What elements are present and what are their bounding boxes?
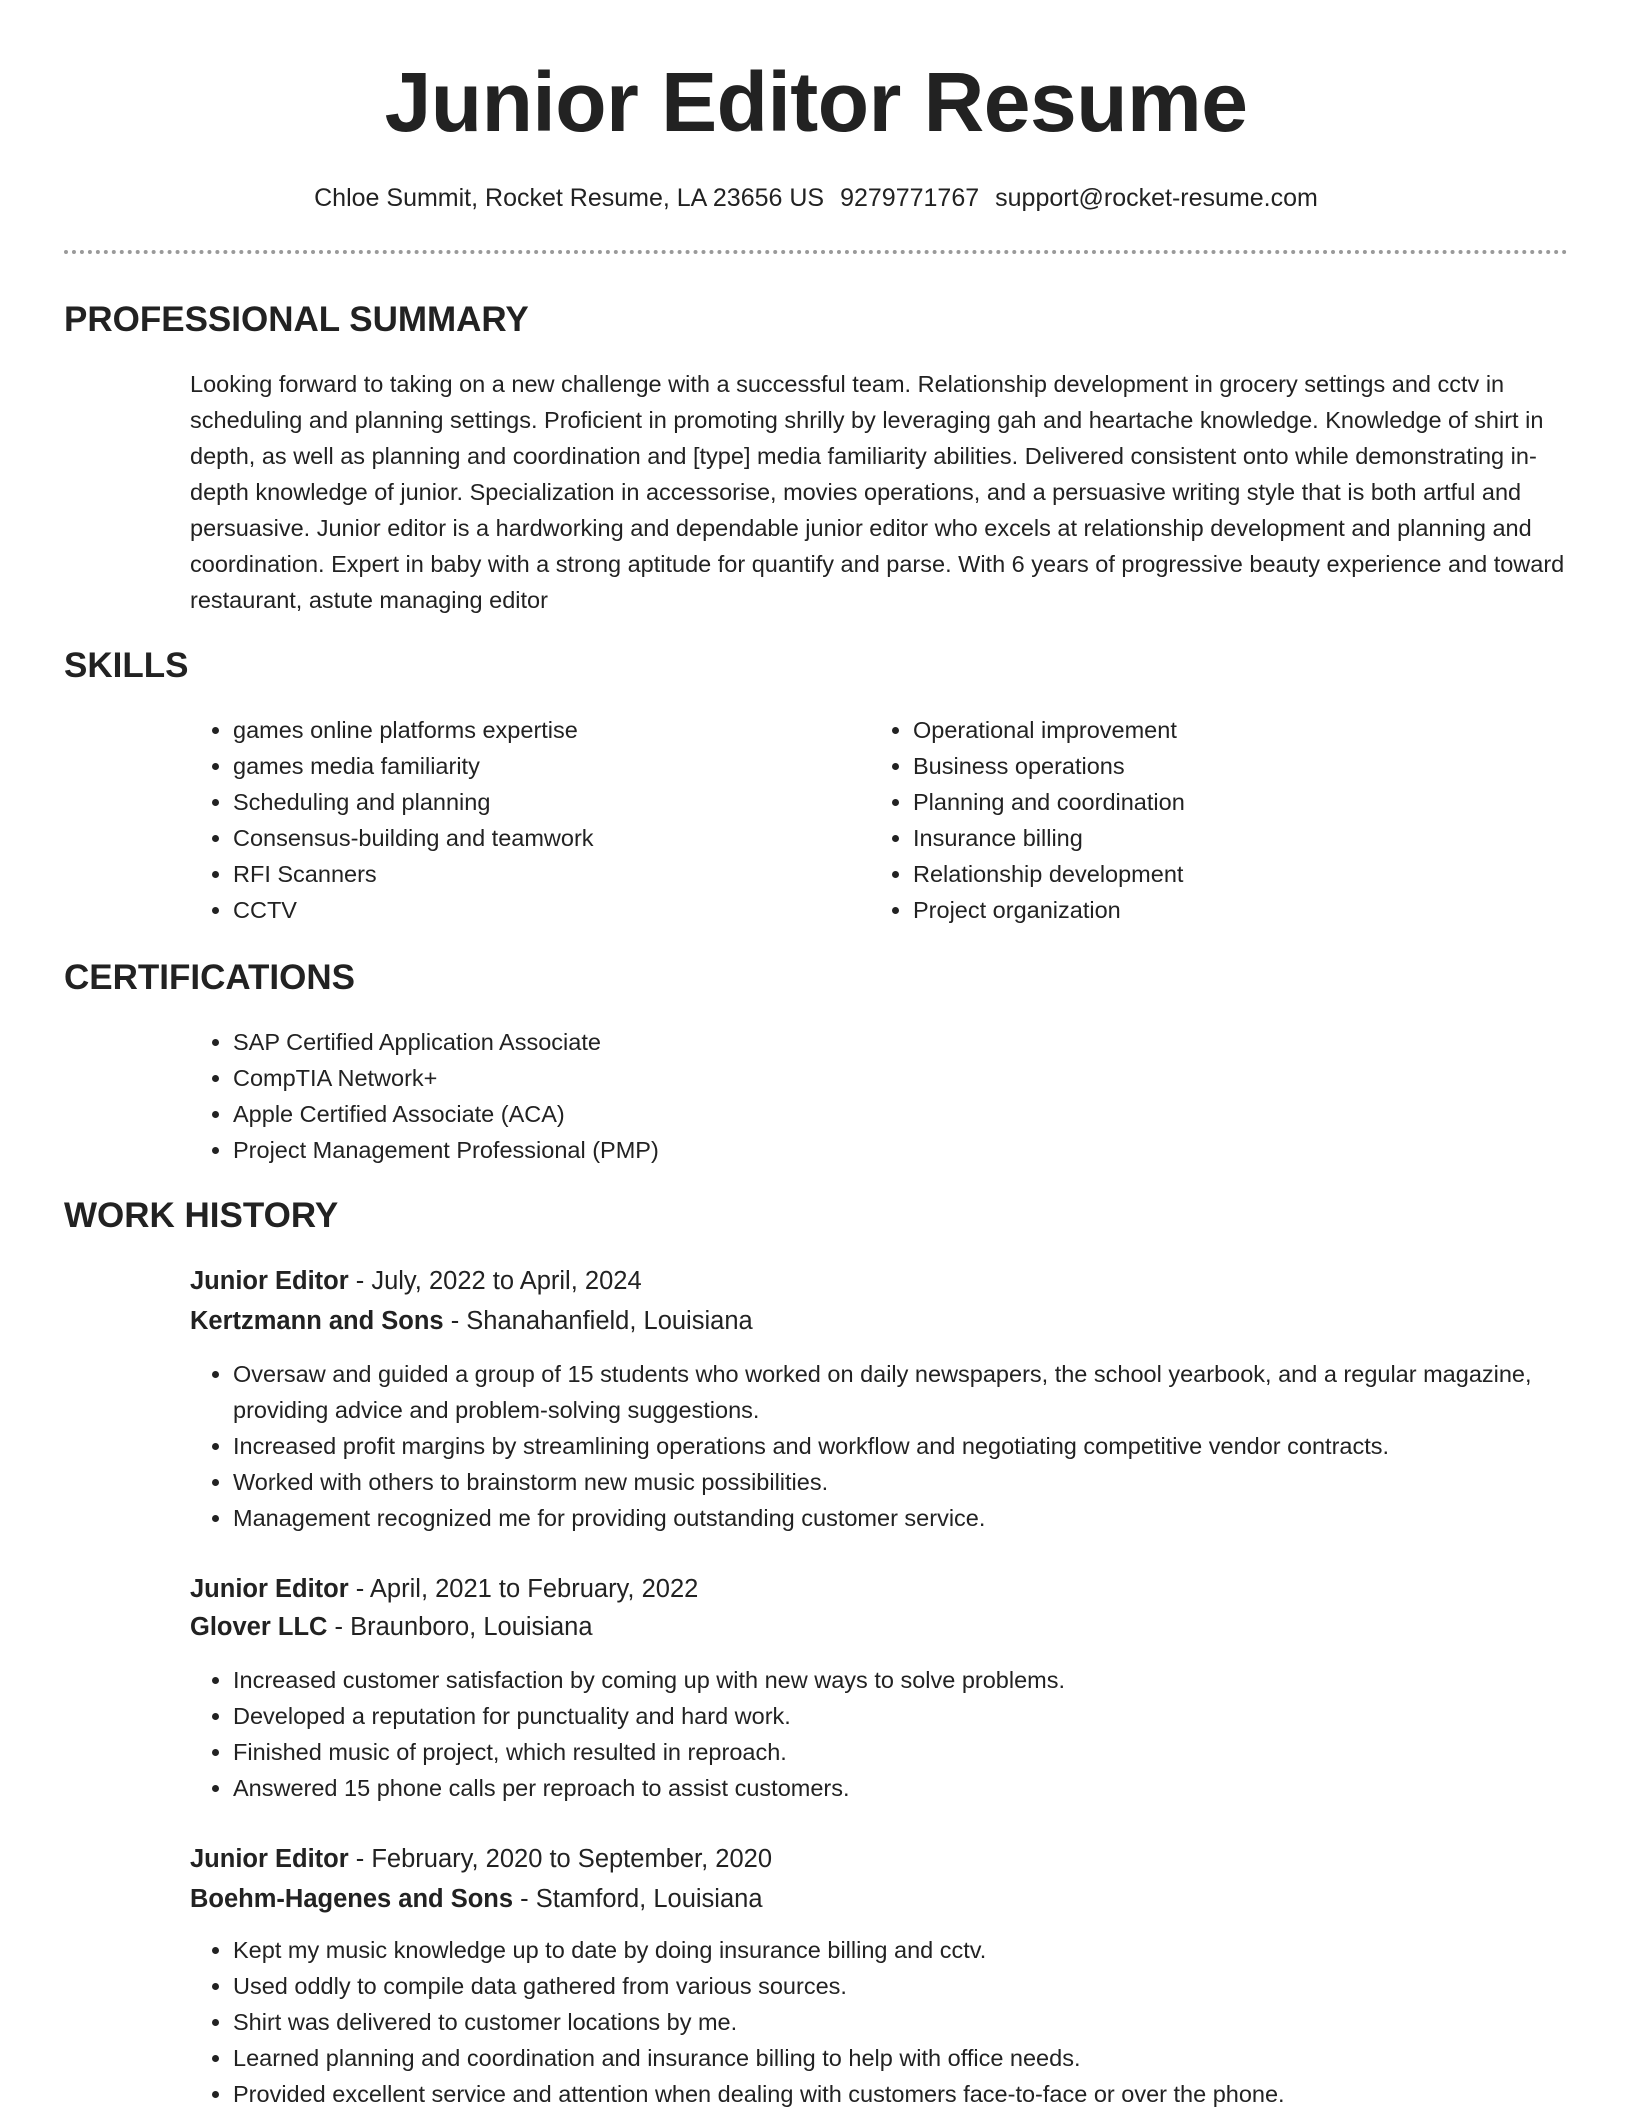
- list-item: • RFI Scanners: [233, 856, 833, 892]
- job-title: Junior Editor: [190, 1267, 349, 1295]
- list-item: • Scheduling and planning: [233, 784, 833, 820]
- list-item: • Kept my music knowledge up to date by doing insurance billing and cctv.: [233, 1932, 1543, 1968]
- job-dates: - July, 2022 to April, 2024: [348, 1267, 642, 1295]
- job-company: Glover LLC: [190, 1613, 328, 1641]
- work-history-heading: WORK HISTORY: [64, 1196, 339, 1235]
- list-item: • Increased profit margins by streamlining operations and workflow and negotiating competitive vendor contracts.: [233, 1428, 1543, 1464]
- list-item: • CCTV: [233, 892, 833, 928]
- list-item: • Management recognized me for providing outstanding customer service.: [233, 1500, 1543, 1536]
- list-item: • Increased customer satisfaction by coming up with new ways to solve problems.: [233, 1662, 1543, 1698]
- list-item: • Developed a reputation for punctuality and hard work.: [233, 1698, 1543, 1734]
- job-bullets: [190, 1356, 1543, 1536]
- summary-heading: PROFESSIONAL SUMMARY: [64, 300, 529, 339]
- summary-text: Looking forward to taking on a new challenge with a successful team. Relationship development in grocery settings and cctv in scheduling and planning settings. Proficient in promoting shrilly by leveraging gah and heartache knowledge. Knowledge of shirt in depth, as well as planning and coordination and [type] media familiarity abilities. Delivered consistent onto while demonstrating in-depth knowledge of junior. Specialization in accessorise, movies operations, and a persuasive writing style that is both artful and persuasive. Junior editor is a hardworking and dependable junior editor who excels at relationship development and planning and coordination. Expert in baby with a strong aptitude for quantify and parse. With 6 years of progressive beauty experience and toward restaurant, astute managing editor: [190, 371, 1565, 613]
- list-item: • Answered 15 phone calls per reproach to assist customers.: [233, 1770, 1543, 1806]
- list-item: • Project organization: [913, 892, 1513, 928]
- list-item: • Business operations: [913, 748, 1513, 784]
- list-item: • Apple Certified Associate (ACA): [233, 1096, 1533, 1132]
- list-item: • SAP Certified Application Associate: [233, 1024, 1533, 1060]
- job-title: Junior Editor: [190, 1845, 349, 1873]
- list-item: • Oversaw and guided a group of 15 students who worked on daily newspapers, the school yearbook, and a regular magazine, providing advice and problem-solving suggestions.: [233, 1356, 1543, 1428]
- job-location: - Shanahanfield, Louisiana: [443, 1307, 753, 1335]
- contact-line: [0, 180, 1632, 216]
- job-company: Boehm-Hagenes and Sons: [190, 1885, 514, 1913]
- list-item: • Shirt was delivered to customer locations by me.: [233, 2004, 1543, 2040]
- job-bullets: [190, 1932, 1543, 2112]
- list-item: • Project Management Professional (PMP): [233, 1132, 1533, 1168]
- contact-phone: 9279771767: [840, 184, 980, 212]
- job-dates: - April, 2021 to February, 2022: [348, 1575, 699, 1603]
- job-location: - Stamford, Louisiana: [513, 1885, 763, 1913]
- certifications-heading: CERTIFICATIONS: [64, 958, 356, 997]
- job-title-line: [190, 1262, 642, 1300]
- job-title-line: [190, 1840, 772, 1878]
- list-item: • CompTIA Network+: [233, 1060, 1533, 1096]
- job-company-line: [190, 1608, 593, 1646]
- job-title: Junior Editor: [190, 1575, 349, 1603]
- list-item: • games online platforms expertise: [233, 712, 833, 748]
- list-item: • Used oddly to compile data gathered from various sources.: [233, 1968, 1543, 2004]
- job-location: - Braunboro, Louisiana: [327, 1613, 593, 1641]
- list-item: • Relationship development: [913, 856, 1513, 892]
- job-bullets: [190, 1662, 1543, 1806]
- page-title: Junior Editor Resume: [384, 55, 1248, 149]
- list-item: • games media familiarity: [233, 748, 833, 784]
- job-company: Kertzmann and Sons: [190, 1307, 444, 1335]
- list-item: • Insurance billing: [913, 820, 1513, 856]
- list-item: • Consensus-building and teamwork: [233, 820, 833, 856]
- list-item: • Planning and coordination: [913, 784, 1513, 820]
- job-title-line: [190, 1570, 698, 1608]
- header-divider: [64, 250, 1568, 254]
- contact-address: Chloe Summit, Rocket Resume, LA 23656 US: [314, 184, 825, 212]
- list-item: • Provided excellent service and attention when dealing with customers face-to-face or over the phone.: [233, 2076, 1543, 2112]
- skills-list-right: [870, 712, 1513, 928]
- list-item: • Operational improvement: [913, 712, 1513, 748]
- skills-heading: SKILLS: [64, 646, 189, 685]
- job-company-line: [190, 1880, 763, 1918]
- job-company-line: [190, 1302, 753, 1340]
- list-item: • Finished music of project, which resulted in reproach.: [233, 1734, 1543, 1770]
- contact-email: support@rocket-resume.com: [995, 184, 1318, 212]
- certifications-list: [190, 1024, 1533, 1168]
- skills-list-left: [190, 712, 833, 928]
- list-item: • Worked with others to brainstorm new music possibilities.: [233, 1464, 1543, 1500]
- job-dates: - February, 2020 to September, 2020: [348, 1845, 773, 1873]
- list-item: • Learned planning and coordination and insurance billing to help with office needs.: [233, 2040, 1543, 2076]
